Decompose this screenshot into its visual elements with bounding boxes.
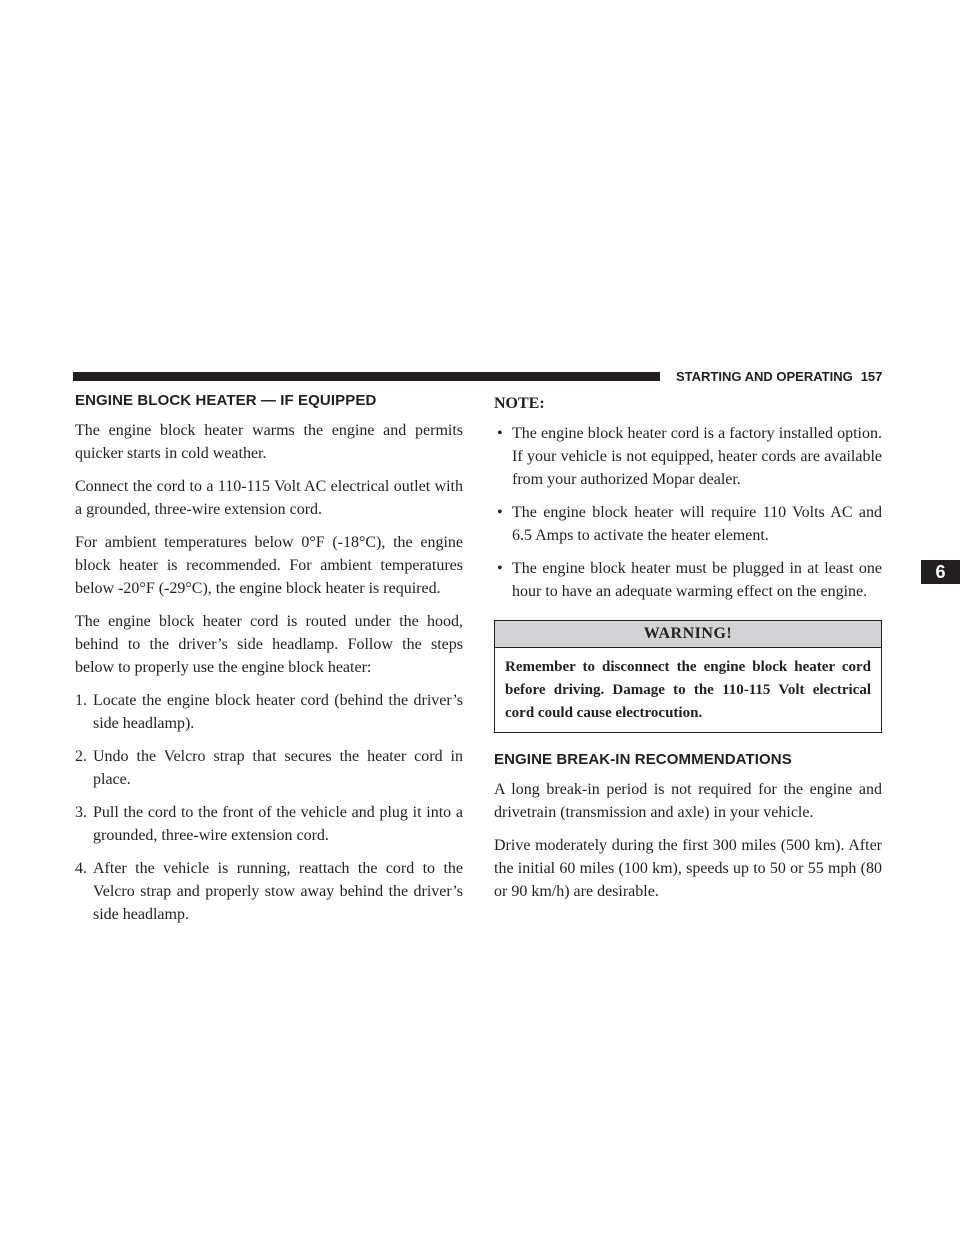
step-item — [75, 857, 463, 926]
step-number: 3. — [75, 804, 87, 821]
engine-block-heater-heading: ENGINE BLOCK HEATER — IF EQUIPPED — [75, 392, 377, 409]
steps-list — [75, 689, 463, 926]
step-text: Pull the cord to the front of the vehicle and plug it into a grounded, three-wire extension cord. — [93, 804, 463, 844]
note-item — [494, 557, 882, 603]
bullet-icon: • — [497, 560, 503, 577]
warning-text: Remember to disconnect the engine block heater cord before driving. Damage to the 110-115 Volt electrical cord could cause electrocution. — [505, 659, 871, 721]
step-text: After the vehicle is running, reattach the cord to the Velcro strap and properly stow away behind the driver’s side headlamp. — [93, 860, 463, 923]
running-header — [676, 367, 896, 387]
page-number: 157 — [860, 369, 883, 384]
step-item — [75, 801, 463, 847]
step-item — [75, 689, 463, 735]
note-list — [494, 422, 882, 603]
paragraph: A long break-in period is not required for the engine and drivetrain (transmission and axle) in your vehicle. — [494, 781, 882, 821]
section-title: STARTING AND OPERATING — [676, 369, 853, 384]
warning-box — [494, 620, 882, 733]
paragraph: The engine block heater cord is routed under the hood, behind to the driver’s side headlamp. Follow the steps below to properly use the engine block heater: — [75, 613, 463, 676]
note-item — [494, 422, 882, 491]
note-text: The engine block heater must be plugged in at least one hour to have an adequate warming effect on the engine. — [512, 560, 882, 600]
note-item — [494, 501, 882, 547]
note-text: The engine block heater will require 110 Volts AC and 6.5 Amps to activate the heater element. — [512, 504, 882, 544]
step-number: 1. — [75, 692, 87, 709]
paragraph: Connect the cord to a 110-115 Volt AC electrical outlet with a grounded, three-wire extension cord. — [75, 478, 463, 518]
step-number: 4. — [75, 860, 87, 877]
header-rule — [73, 372, 660, 381]
step-text: Undo the Velcro strap that secures the heater cord in place. — [93, 748, 463, 788]
break-in-heading: ENGINE BREAK-IN RECOMMENDATIONS — [494, 751, 792, 768]
bullet-icon: • — [497, 504, 503, 521]
chapter-tab: 6 — [921, 560, 960, 584]
note-label: NOTE: — [494, 395, 545, 412]
step-number: 2. — [75, 748, 87, 765]
left-column — [75, 392, 463, 936]
step-item — [75, 745, 463, 791]
paragraph: For ambient temperatures below 0°F (-18°C), the engine block heater is recommended. For ambient temperatures below -20°F (-29°C), the engine block heater is required. — [75, 534, 463, 597]
step-text: Locate the engine block heater cord (behind the driver’s side headlamp). — [93, 692, 463, 732]
right-column — [494, 392, 882, 913]
note-text: The engine block heater cord is a factory installed option. If your vehicle is not equipped, heater cords are available from your authorized Mopar dealer. — [512, 425, 882, 488]
warning-title: WARNING! — [495, 621, 881, 648]
bullet-icon: • — [497, 425, 503, 442]
paragraph: The engine block heater warms the engine and permits quicker starts in cold weather. — [75, 422, 463, 462]
paragraph: Drive moderately during the first 300 miles (500 km). After the initial 60 miles (100 km), speeds up to 50 or 55 mph (80 or 90 km/h) are desirable. — [494, 837, 882, 900]
